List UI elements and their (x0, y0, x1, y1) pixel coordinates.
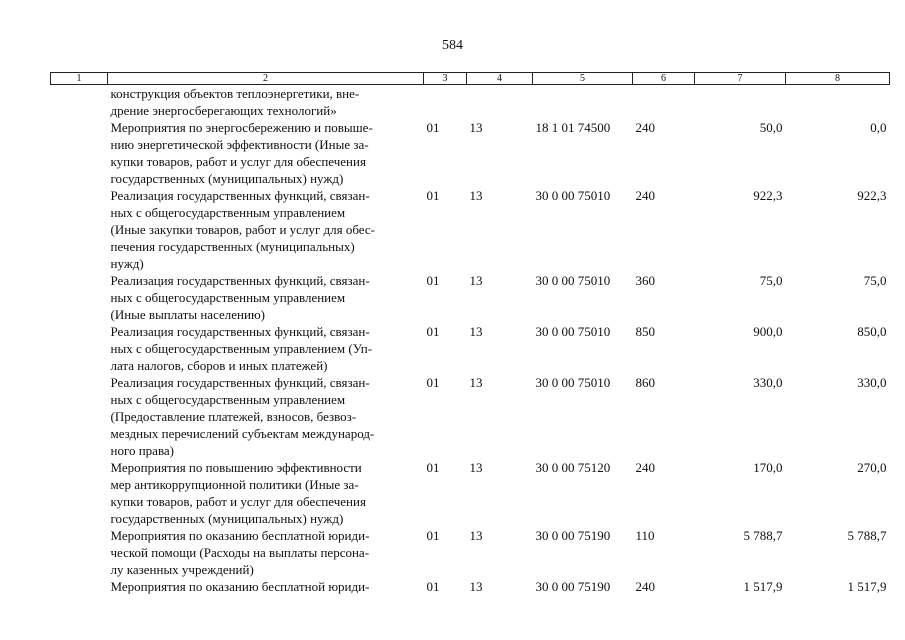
amount-year-2-cell: 270,0 (857, 460, 887, 475)
section-code-cell: 01 (426, 375, 440, 390)
row-blank-cell (51, 187, 108, 272)
section-code-cell: 01 (426, 120, 440, 135)
table-row (51, 272, 890, 323)
column-header: 5 (533, 73, 633, 85)
subsection-code-cell: 13 (469, 273, 483, 288)
row-blank-cell (51, 374, 108, 459)
target-article-code-cell: 18 1 01 74500 (535, 120, 611, 135)
table-row (51, 85, 890, 120)
column-header: 6 (633, 73, 695, 85)
expense-name-line: Мероприятия по повышению эффективности (110, 460, 362, 475)
budget-table (50, 72, 890, 595)
amount-year-2-cell: 0,0 (870, 120, 887, 135)
amount-year-2-cell: 1 517,9 (847, 579, 887, 594)
page-number: 584 (442, 38, 463, 53)
expense-type-code-cell: 110 (635, 528, 655, 543)
subsection-code-cell: 13 (469, 375, 483, 390)
expense-name-line: Мероприятия по оказанию бесплатной юриди- (110, 528, 370, 543)
amount-year-1-cell: 922,3 (753, 188, 783, 203)
table-row (51, 119, 890, 187)
section-code-cell: 01 (426, 188, 440, 203)
expense-name-line: лу казенных учреждений) (110, 562, 254, 577)
column-header: 7 (695, 73, 786, 85)
row-blank-cell (51, 119, 108, 187)
amount-year-2-cell: 75,0 (863, 273, 887, 288)
row-blank-cell (51, 527, 108, 578)
expense-name-line: ных с общегосударственным управлением (110, 205, 346, 220)
amount-year-2-cell: 330,0 (857, 375, 887, 390)
table-body (51, 85, 890, 596)
section-code-cell (424, 85, 467, 120)
subsection-code-cell: 13 (469, 579, 483, 594)
expense-name-cell (108, 85, 424, 120)
expense-name-line: Реализация государственных функций, связан- (110, 375, 370, 390)
expense-name-line: печения государственных (муниципальных) (110, 239, 355, 254)
amount-year-1-cell: 330,0 (753, 375, 783, 390)
expense-name-cell (108, 187, 424, 272)
expense-name-line: государственных (муниципальных) нужд) (110, 171, 344, 186)
expense-name-cell (108, 323, 424, 374)
subsection-code-cell: 13 (469, 188, 483, 203)
target-article-code-cell: 30 0 00 75010 (535, 324, 611, 339)
section-code-cell: 01 (426, 460, 440, 475)
subsection-code-cell: 13 (469, 460, 483, 475)
row-blank-cell (51, 272, 108, 323)
expense-name-cell (108, 459, 424, 527)
expense-type-code-cell: 240 (635, 460, 655, 475)
subsection-code-cell: 13 (469, 120, 483, 135)
amount-year-2-cell: 850,0 (857, 324, 887, 339)
expense-name-cell (108, 578, 424, 595)
expense-type-code-cell: 240 (635, 188, 655, 203)
table-row (51, 459, 890, 527)
column-header: 2 (108, 73, 424, 85)
amount-year-1-cell: 50,0 (759, 120, 783, 135)
expense-name-line: нужд) (110, 256, 144, 271)
amount-year-2-cell (786, 85, 890, 120)
target-article-code-cell: 30 0 00 75010 (535, 273, 611, 288)
expense-name-line: Реализация государственных функций, связан- (110, 273, 370, 288)
target-article-code-cell: 30 0 00 75120 (535, 460, 611, 475)
amount-year-1-cell (695, 85, 786, 120)
amount-year-1-cell: 5 788,7 (743, 528, 783, 543)
expense-name-line: (Предоставление платежей, взносов, безвоз- (110, 409, 357, 424)
expense-name-line: нию энергетической эффективности (Иные за- (110, 137, 369, 152)
table-row (51, 323, 890, 374)
subsection-code-cell (467, 85, 533, 120)
amount-year-2-cell: 5 788,7 (847, 528, 887, 543)
target-article-code-cell: 30 0 00 75010 (535, 375, 611, 390)
column-number-header-row (51, 73, 890, 85)
table-row (51, 578, 890, 595)
expense-name-line: ных с общегосударственным управлением (110, 392, 346, 407)
expense-name-line: дрение энергосберегающих технологий» (110, 103, 337, 118)
expense-type-code-cell: 240 (635, 120, 655, 135)
row-blank-cell (51, 578, 108, 595)
expense-type-code-cell: 240 (635, 579, 655, 594)
table-row (51, 187, 890, 272)
amount-year-1-cell: 1 517,9 (743, 579, 783, 594)
expense-name-line: ческой помощи (Расходы на выплаты персона- (110, 545, 370, 560)
expense-name-cell (108, 374, 424, 459)
expense-type-code-cell: 860 (635, 375, 655, 390)
section-code-cell: 01 (426, 528, 440, 543)
expense-name-line: ных с общегосударственным управлением (Уп- (110, 341, 373, 356)
expense-name-line: государственных (муниципальных) нужд) (110, 511, 344, 526)
expense-name-line: Реализация государственных функций, связан- (110, 188, 370, 203)
target-article-code-cell: 30 0 00 75010 (535, 188, 611, 203)
column-header: 4 (467, 73, 533, 85)
row-blank-cell (51, 323, 108, 374)
expense-name-cell (108, 527, 424, 578)
expense-type-code-cell: 360 (635, 273, 655, 288)
expense-name-cell (108, 119, 424, 187)
target-article-code-cell: 30 0 00 75190 (535, 528, 611, 543)
amount-year-1-cell: 75,0 (759, 273, 783, 288)
expense-name-line: ных с общегосударственным управлением (110, 290, 346, 305)
expense-name-line: мездных перечислений субъектам международ- (110, 426, 375, 441)
table-row (51, 374, 890, 459)
expense-name-cell (108, 272, 424, 323)
expense-name-line: (Иные закупки товаров, работ и услуг для обес- (110, 222, 375, 237)
expense-name-line: мер антикоррупционной политики (Иные за- (110, 477, 359, 492)
expense-name-line: Мероприятия по оказанию бесплатной юриди- (110, 579, 370, 594)
expense-name-line: ного права) (110, 443, 175, 458)
section-code-cell: 01 (426, 579, 440, 594)
row-blank-cell (51, 459, 108, 527)
expense-name-line: конструкция объектов теплоэнергетики, вне- (110, 86, 360, 101)
amount-year-1-cell: 170,0 (753, 460, 783, 475)
amount-year-1-cell: 900,0 (753, 324, 783, 339)
column-header: 3 (424, 73, 467, 85)
expense-name-line: Мероприятия по энергосбережению и повыше- (110, 120, 373, 135)
section-code-cell: 01 (426, 324, 440, 339)
subsection-code-cell: 13 (469, 324, 483, 339)
expense-name-line: Реализация государственных функций, связан- (110, 324, 370, 339)
column-header: 8 (786, 73, 890, 85)
table-row (51, 527, 890, 578)
row-blank-cell (51, 85, 108, 120)
expense-name-line: (Иные выплаты населению) (110, 307, 265, 322)
subsection-code-cell: 13 (469, 528, 483, 543)
expense-name-line: купки товаров, работ и услуг для обеспечения (110, 154, 366, 169)
target-article-code-cell (533, 85, 633, 120)
expense-type-code-cell (633, 85, 695, 120)
target-article-code-cell: 30 0 00 75190 (535, 579, 611, 594)
expense-name-line: лата налогов, сборов и иных платежей) (110, 358, 328, 373)
expense-type-code-cell: 850 (635, 324, 655, 339)
expense-name-line: купки товаров, работ и услуг для обеспечения (110, 494, 366, 509)
amount-year-2-cell: 922,3 (857, 188, 887, 203)
column-header: 1 (51, 73, 108, 85)
section-code-cell: 01 (426, 273, 440, 288)
